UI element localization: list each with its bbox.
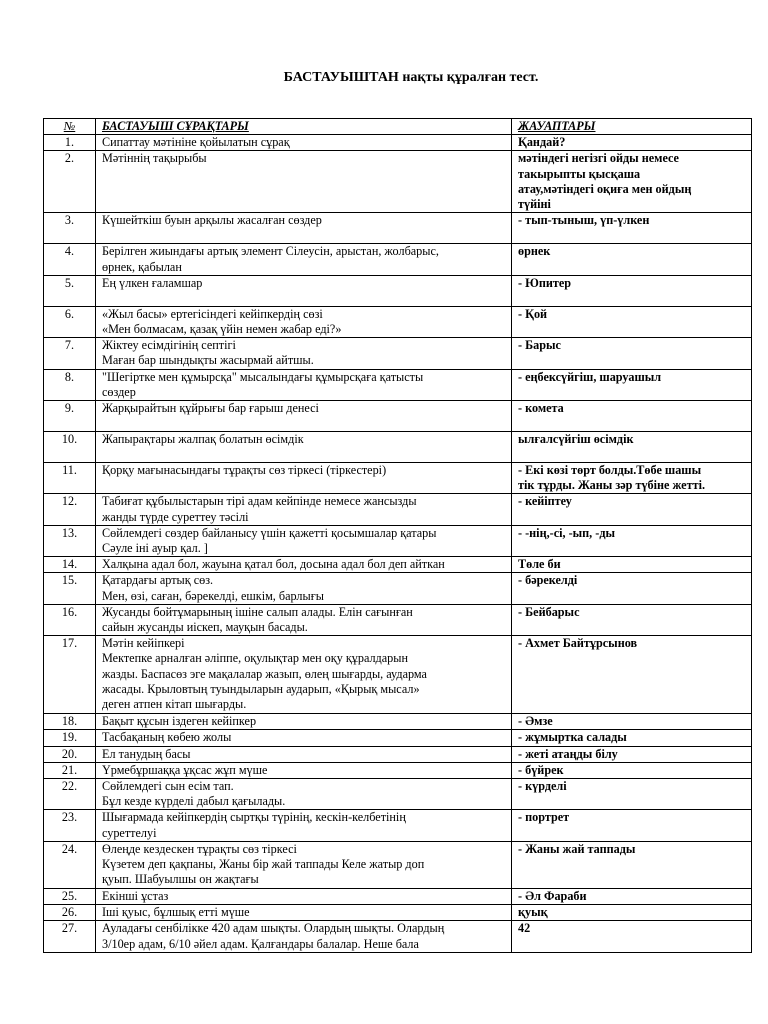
- answer-line: - Екі көзі төрт болды.Төбе шашы: [518, 463, 702, 478]
- answer-cell: [512, 921, 752, 952]
- question-cell: [96, 730, 512, 746]
- answer-cell: [512, 432, 752, 463]
- question-cell: [96, 463, 512, 494]
- question-cell: [96, 762, 512, 778]
- answer-line: - портрет: [518, 810, 570, 825]
- answer-cell: [512, 730, 752, 746]
- question-line: Жусанды бойтұмарының ішіне салып алады. Елін сағынған: [102, 604, 413, 619]
- answer-line: - Ахмет Байтұрсынов: [518, 636, 638, 651]
- table-row: [44, 494, 752, 525]
- answer-cell: [512, 369, 752, 400]
- answer-line: - комета: [518, 401, 564, 416]
- question-line: Мәтін кейіпкері: [102, 636, 185, 651]
- answer-line: - Юпитер: [518, 275, 572, 290]
- question-line: жазды. Баспасөз эге мақалалар жазып, өлең шығарды, аударма: [102, 666, 427, 681]
- table-row: [44, 779, 752, 810]
- table-row: [44, 636, 752, 714]
- answer-cell: [512, 135, 752, 151]
- table-row: [44, 432, 752, 463]
- question-line: Жіктеу есімдігінің септігі: [102, 338, 236, 353]
- row-number: 23.: [44, 810, 96, 841]
- answer-cell: [512, 573, 752, 604]
- answer-cell: [512, 525, 752, 556]
- row-number: 13.: [44, 525, 96, 556]
- question-line: Сипаттау мәтініне қойылатын сұрақ: [102, 135, 290, 150]
- answer-line: - Әл Фараби: [518, 888, 587, 903]
- table-row: [44, 151, 752, 213]
- question-line: Үрмебұршаққа ұқсас жұп мүше: [102, 762, 268, 777]
- answer-cell: [512, 275, 752, 306]
- question-cell: [96, 921, 512, 952]
- question-line: Берілген жиындағы артық элемент Сілеусін, арыстан, жолбарыс,: [102, 244, 439, 259]
- question-cell: [96, 636, 512, 714]
- answer-line: тік тұрды. Жаны зәр түбіне жетті.: [518, 478, 706, 493]
- answer-line: такырыпты қысқаша: [518, 166, 641, 181]
- answer-line: қуық: [518, 905, 548, 920]
- question-line: «Жыл басы» ертегісіндегі кейіпкердің сөзі: [102, 306, 323, 321]
- answer-cell: [512, 604, 752, 635]
- question-cell: [96, 369, 512, 400]
- question-line: сөздер: [102, 384, 136, 399]
- answer-line: - Бейбарыс: [518, 604, 580, 619]
- question-cell: [96, 888, 512, 904]
- question-line: жанды түрде суреттеу тәсілі: [102, 509, 249, 524]
- answer-cell: [512, 463, 752, 494]
- question-cell: [96, 525, 512, 556]
- row-number: 15.: [44, 573, 96, 604]
- question-line: Сөйлемдегі сын есім тап.: [102, 779, 234, 794]
- table-row: [44, 369, 752, 400]
- row-number: 3.: [44, 213, 96, 244]
- table-row: [44, 135, 752, 151]
- question-cell: [96, 494, 512, 525]
- question-line: суреттелуі: [102, 825, 157, 840]
- row-number: 25.: [44, 888, 96, 904]
- table-row: [44, 841, 752, 888]
- table-row: [44, 762, 752, 778]
- table-row: [44, 573, 752, 604]
- answer-line: - Жаны жай таппады: [518, 841, 636, 856]
- question-line: Ауладағы сенбілікке 420 адам шықты. Олардың шықты. Олардың: [102, 921, 445, 936]
- table-row: [44, 244, 752, 275]
- answer-line: - жұмыртка салады: [518, 730, 627, 745]
- row-number: 19.: [44, 730, 96, 746]
- question-cell: [96, 306, 512, 337]
- table-row: [44, 746, 752, 762]
- row-number: 26.: [44, 905, 96, 921]
- answer-cell: [512, 494, 752, 525]
- answer-line: ылғалсүйгіш өсімдік: [518, 432, 634, 447]
- answer-cell: [512, 636, 752, 714]
- answer-line: - жеті атаңды білу: [518, 746, 618, 761]
- table-row: [44, 730, 752, 746]
- question-cell: [96, 151, 512, 213]
- answer-cell: [512, 810, 752, 841]
- question-line: Жарқырайтын құйрығы бар ғарыш денесі: [102, 401, 319, 416]
- question-line: Жапырақтары жалпақ болатын өсімдік: [102, 432, 304, 447]
- question-cell: [96, 604, 512, 635]
- answer-line: - -нің,-сі, -ып, -ды: [518, 525, 616, 540]
- answer-cell: [512, 714, 752, 730]
- answer-line: Қандай?: [518, 135, 566, 150]
- question-line: Мәтіннің тақырыбы: [102, 151, 207, 166]
- answer-line: атау,мәтіндегі оқиға мен ойдың: [518, 181, 692, 196]
- header-number: №: [44, 119, 96, 135]
- question-cell: [96, 557, 512, 573]
- question-line: өрнек, қабылан: [102, 259, 182, 274]
- row-number: 10.: [44, 432, 96, 463]
- question-cell: [96, 573, 512, 604]
- row-number: 16.: [44, 604, 96, 635]
- table-row: [44, 557, 752, 573]
- question-line: 3/10ер адам, 6/10 әйел адам. Қалғандары балалар. Неше бала: [102, 936, 419, 951]
- question-cell: [96, 432, 512, 463]
- question-cell: [96, 338, 512, 369]
- answer-cell: [512, 213, 752, 244]
- answer-line: мәтіндегі негізгі ойды немесе: [518, 151, 679, 166]
- row-number: 4.: [44, 244, 96, 275]
- answer-line: 42: [518, 921, 531, 936]
- answer-cell: [512, 338, 752, 369]
- question-cell: [96, 275, 512, 306]
- question-cell: [96, 135, 512, 151]
- table-row: [44, 810, 752, 841]
- question-line: Халқына адал бол, жауына қатал бол, досына адал бол деп айткан: [102, 557, 445, 572]
- question-line: Бақыт құсын іздеген кейіпкер: [102, 714, 257, 729]
- question-line: Өлеңде кездескен тұрақты сөз тіркесі: [102, 841, 297, 856]
- answer-cell: [512, 151, 752, 213]
- table-row: [44, 714, 752, 730]
- table-row: [44, 921, 752, 952]
- question-cell: [96, 905, 512, 921]
- row-number: 5.: [44, 275, 96, 306]
- answer-line: - бүйрек: [518, 762, 564, 777]
- page-title: БАСТАУЫШТАН нақты құралған тест.: [283, 70, 539, 85]
- question-line: «Мен болмасам, қазақ үйін немен жабар еді?»: [102, 322, 342, 337]
- question-line: Бұл кезде күрделі дабыл қағылады.: [102, 794, 286, 809]
- question-line: Қорқу мағынасындағы тұрақты сөз тіркесі (тіркестері): [102, 463, 387, 478]
- table-row: [44, 213, 752, 244]
- row-number: 7.: [44, 338, 96, 369]
- question-line: Күзетем деп қақпаны, Жаны бір жай таппады Келе жатыр доп: [102, 857, 425, 872]
- question-line: Іші қуыс, бұлшық етті мүше: [102, 905, 250, 920]
- question-cell: [96, 401, 512, 432]
- question-line: Табиғат құбылыстарын тірі адам кейпінде немесе жансызды: [102, 494, 417, 509]
- question-line: Мектепке арналған әліппе, оқулықтар мен оқу құралдарын: [102, 651, 408, 666]
- question-line: жасады. Крыловтың туындыларын аударып, «Қырық мысал»: [102, 681, 420, 696]
- answer-line: - Қой: [518, 306, 548, 321]
- answer-cell: [512, 779, 752, 810]
- table-row: [44, 888, 752, 904]
- question-line: қуып. Шабуылшы он жақтағы: [102, 872, 259, 887]
- answer-cell: [512, 905, 752, 921]
- answer-cell: [512, 557, 752, 573]
- row-number: 21.: [44, 762, 96, 778]
- answer-cell: [512, 306, 752, 337]
- answer-line: Төле би: [518, 557, 561, 572]
- question-line: Шығармада кейіпкердің сыртқы түрінің, кескін-келбетінің: [102, 810, 406, 825]
- question-cell: [96, 244, 512, 275]
- header-answer: ЖАУАПТАРЫ: [512, 119, 752, 135]
- answer-line: - Барыс: [518, 338, 561, 353]
- row-number: 11.: [44, 463, 96, 494]
- header-question: БАСТАУЫШ СҰРАҚТАРЫ: [96, 119, 512, 135]
- table-row: [44, 463, 752, 494]
- question-cell: [96, 213, 512, 244]
- question-line: Күшейткіш буын арқылы жасалған сөздер: [102, 213, 322, 228]
- table-header-row: [44, 119, 752, 135]
- answer-line: - Әмзе: [518, 714, 553, 729]
- table-row: [44, 525, 752, 556]
- table-row: [44, 306, 752, 337]
- answer-cell: [512, 841, 752, 888]
- answer-line: түйіні: [518, 197, 551, 212]
- table-body: [44, 135, 752, 953]
- question-line: Сәуле іні ауыр қал. ]: [102, 541, 208, 556]
- answer-cell: [512, 888, 752, 904]
- question-line: Сөйлемдегі сөздер байланысу үшін қажетті қосымшалар қатары: [102, 525, 437, 540]
- table-row: [44, 338, 752, 369]
- answer-cell: [512, 746, 752, 762]
- row-number: 18.: [44, 714, 96, 730]
- answer-cell: [512, 401, 752, 432]
- answer-cell: [512, 762, 752, 778]
- row-number: 14.: [44, 557, 96, 573]
- question-line: Ең үлкен ғаламшар: [102, 275, 203, 290]
- row-number: 9.: [44, 401, 96, 432]
- answer-line: - күрделі: [518, 779, 567, 794]
- table-row: [44, 275, 752, 306]
- question-cell: [96, 841, 512, 888]
- row-number: 2.: [44, 151, 96, 213]
- quiz-table: [43, 118, 752, 953]
- answer-line: - тып-тыныш, үп-үлкен: [518, 213, 650, 228]
- row-number: 8.: [44, 369, 96, 400]
- question-line: Мен, өзі, саған, бәрекелді, ешкім, барлығы: [102, 588, 324, 603]
- answer-line: - еңбексүйгіш, шаруашыл: [518, 369, 662, 384]
- question-cell: [96, 746, 512, 762]
- answer-line: - бәрекелді: [518, 573, 578, 588]
- question-cell: [96, 779, 512, 810]
- answer-cell: [512, 244, 752, 275]
- row-number: 6.: [44, 306, 96, 337]
- question-line: "Шегіртке мен құмырсқа" мысалындағы құмырсқаға қатысты: [102, 369, 424, 384]
- question-cell: [96, 810, 512, 841]
- table-row: [44, 401, 752, 432]
- question-line: деген атпен кітап шығарды.: [102, 697, 247, 712]
- table-row: [44, 604, 752, 635]
- row-number: 20.: [44, 746, 96, 762]
- question-line: Ел танудың басы: [102, 746, 191, 761]
- answer-line: - кейіптеу: [518, 494, 572, 509]
- row-number: 27.: [44, 921, 96, 952]
- question-line: сайын жусанды иіскеп, мауқын басады.: [102, 620, 308, 635]
- row-number: 17.: [44, 636, 96, 714]
- question-line: Тасбақаның көбею жолы: [102, 730, 232, 745]
- row-number: 24.: [44, 841, 96, 888]
- answer-line: өрнек: [518, 244, 551, 259]
- table-row: [44, 905, 752, 921]
- row-number: 1.: [44, 135, 96, 151]
- question-line: Екінші ұстаз: [102, 888, 169, 903]
- question-line: Қатардағы артық сөз.: [102, 573, 214, 588]
- question-line: Маған бар шындықты жасырмай айтшы.: [102, 353, 314, 368]
- row-number: 22.: [44, 779, 96, 810]
- question-cell: [96, 714, 512, 730]
- row-number: 12.: [44, 494, 96, 525]
